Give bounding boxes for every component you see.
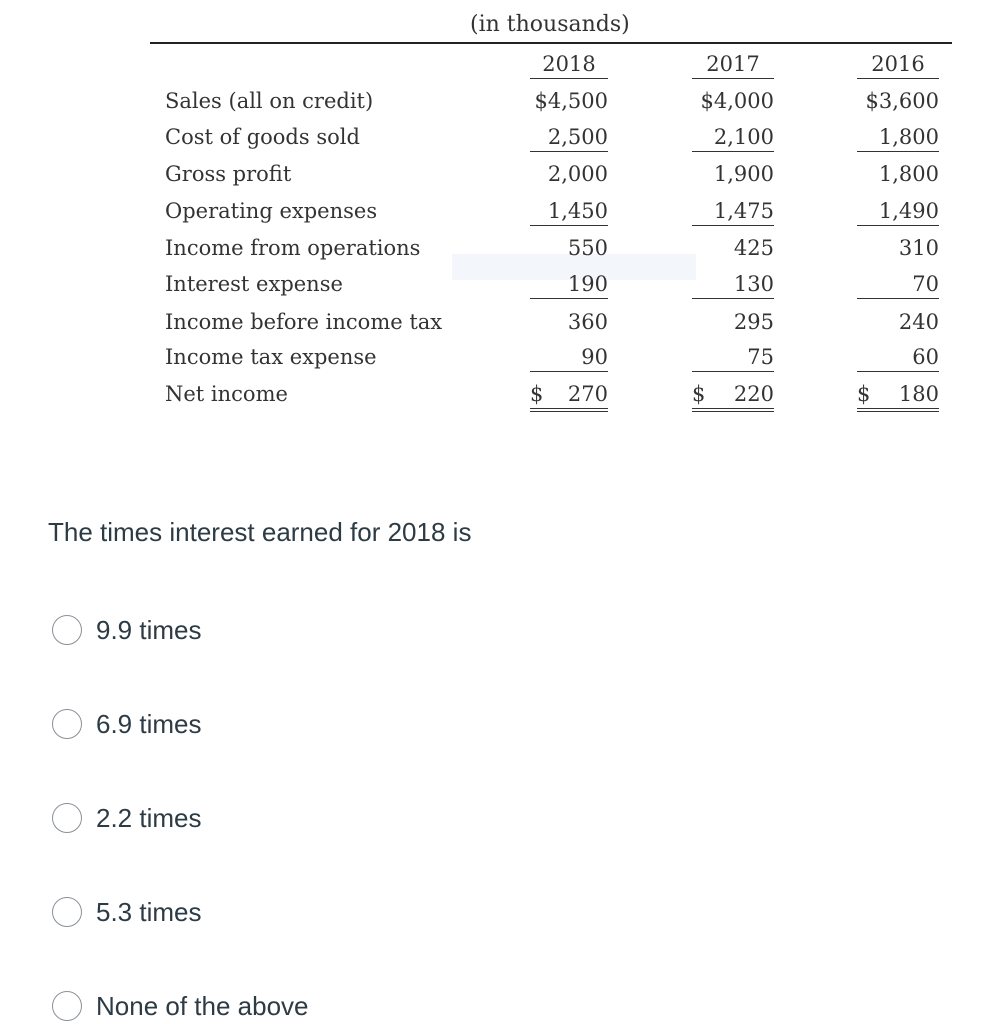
year-header-2017: 2017 (692, 50, 774, 79)
answer-option-label: 6.9 times (96, 709, 202, 739)
cell-net-income-2016 (857, 380, 939, 412)
answer-option-label: 9.9 times (96, 615, 202, 645)
cell-income-tax-expense-2017: 75 (692, 343, 774, 372)
cell-sales-2016: $3,600 (865, 89, 939, 113)
answer-option-4[interactable] (52, 894, 202, 930)
row-label-income-from-operations: Income from operations (165, 236, 421, 260)
net-income-value-2016: 180 (898, 382, 939, 406)
row-label-sales: Sales (all on credit) (165, 89, 374, 113)
year-header-2016: 2016 (857, 50, 939, 79)
row-label-operating-expenses: Operating expenses (165, 199, 378, 223)
row-label-cogs: Cost of goods sold (165, 125, 360, 149)
radio-button[interactable] (52, 897, 82, 927)
cell-net-income-2017 (692, 380, 774, 412)
radio-button[interactable] (52, 991, 82, 1021)
net-income-value-2018: 270 (567, 382, 608, 406)
header-rule (150, 42, 952, 44)
cell-interest-expense-2016: 70 (857, 270, 939, 299)
cell-income-before-tax-2018: 360 (567, 310, 608, 334)
cell-cogs-2017: 2,100 (692, 123, 774, 152)
cell-gross-profit-2017: 1,900 (713, 162, 774, 186)
cell-cogs-2018: 2,500 (530, 123, 608, 152)
currency-symbol: $ (857, 382, 871, 406)
net-income-value-2017: 220 (733, 382, 774, 406)
row-label-net-income: Net income (165, 382, 288, 406)
radio-button[interactable] (52, 803, 82, 833)
year-header-2018: 2018 (530, 50, 608, 79)
cell-cogs-2016: 1,800 (857, 123, 939, 152)
question-text: The times interest earned for 2018 is (48, 517, 472, 547)
answer-option-label: None of the above (96, 991, 309, 1021)
currency-symbol: $ (530, 382, 544, 406)
cell-sales-2018: $4,500 (534, 89, 608, 113)
cell-operating-expenses-2018: 1,450 (530, 197, 608, 226)
cell-gross-profit-2018: 2,000 (547, 162, 608, 186)
cell-interest-expense-2017: 130 (692, 270, 774, 299)
row-label-income-tax-expense: Income tax expense (165, 345, 377, 369)
currency-symbol: $ (692, 382, 706, 406)
cell-income-before-tax-2016: 240 (898, 310, 939, 334)
radio-button[interactable] (52, 615, 82, 645)
answer-option-5[interactable] (52, 988, 309, 1024)
cell-operating-expenses-2016: 1,490 (857, 197, 939, 226)
cell-interest-expense-2018: 190 (530, 270, 608, 299)
row-label-interest-expense: Interest expense (165, 272, 343, 296)
answer-option-1[interactable] (52, 612, 202, 648)
answer-option-label: 5.3 times (96, 897, 202, 927)
income-statement-image (0, 0, 985, 430)
row-label-income-before-tax: Income before income tax (165, 310, 443, 334)
units-label: (in thousands) (470, 12, 630, 37)
row-label-gross-profit: Gross profit (165, 162, 292, 186)
radio-button[interactable] (52, 709, 82, 739)
answer-option-label: 2.2 times (96, 803, 202, 833)
cell-sales-2017: $4,000 (700, 89, 774, 113)
cell-operating-expenses-2017: 1,475 (692, 197, 774, 226)
cell-gross-profit-2016: 1,800 (878, 162, 939, 186)
answer-option-3[interactable] (52, 800, 202, 836)
cell-income-from-operations-2017: 425 (733, 236, 774, 260)
cell-income-from-operations-2016: 310 (898, 236, 939, 260)
cell-income-tax-expense-2018: 90 (530, 343, 608, 372)
answer-option-2[interactable] (52, 706, 202, 742)
cell-income-from-operations-2018: 550 (567, 236, 608, 260)
cell-net-income-2018 (530, 380, 608, 412)
cell-income-before-tax-2017: 295 (733, 310, 774, 334)
cell-income-tax-expense-2016: 60 (857, 343, 939, 372)
